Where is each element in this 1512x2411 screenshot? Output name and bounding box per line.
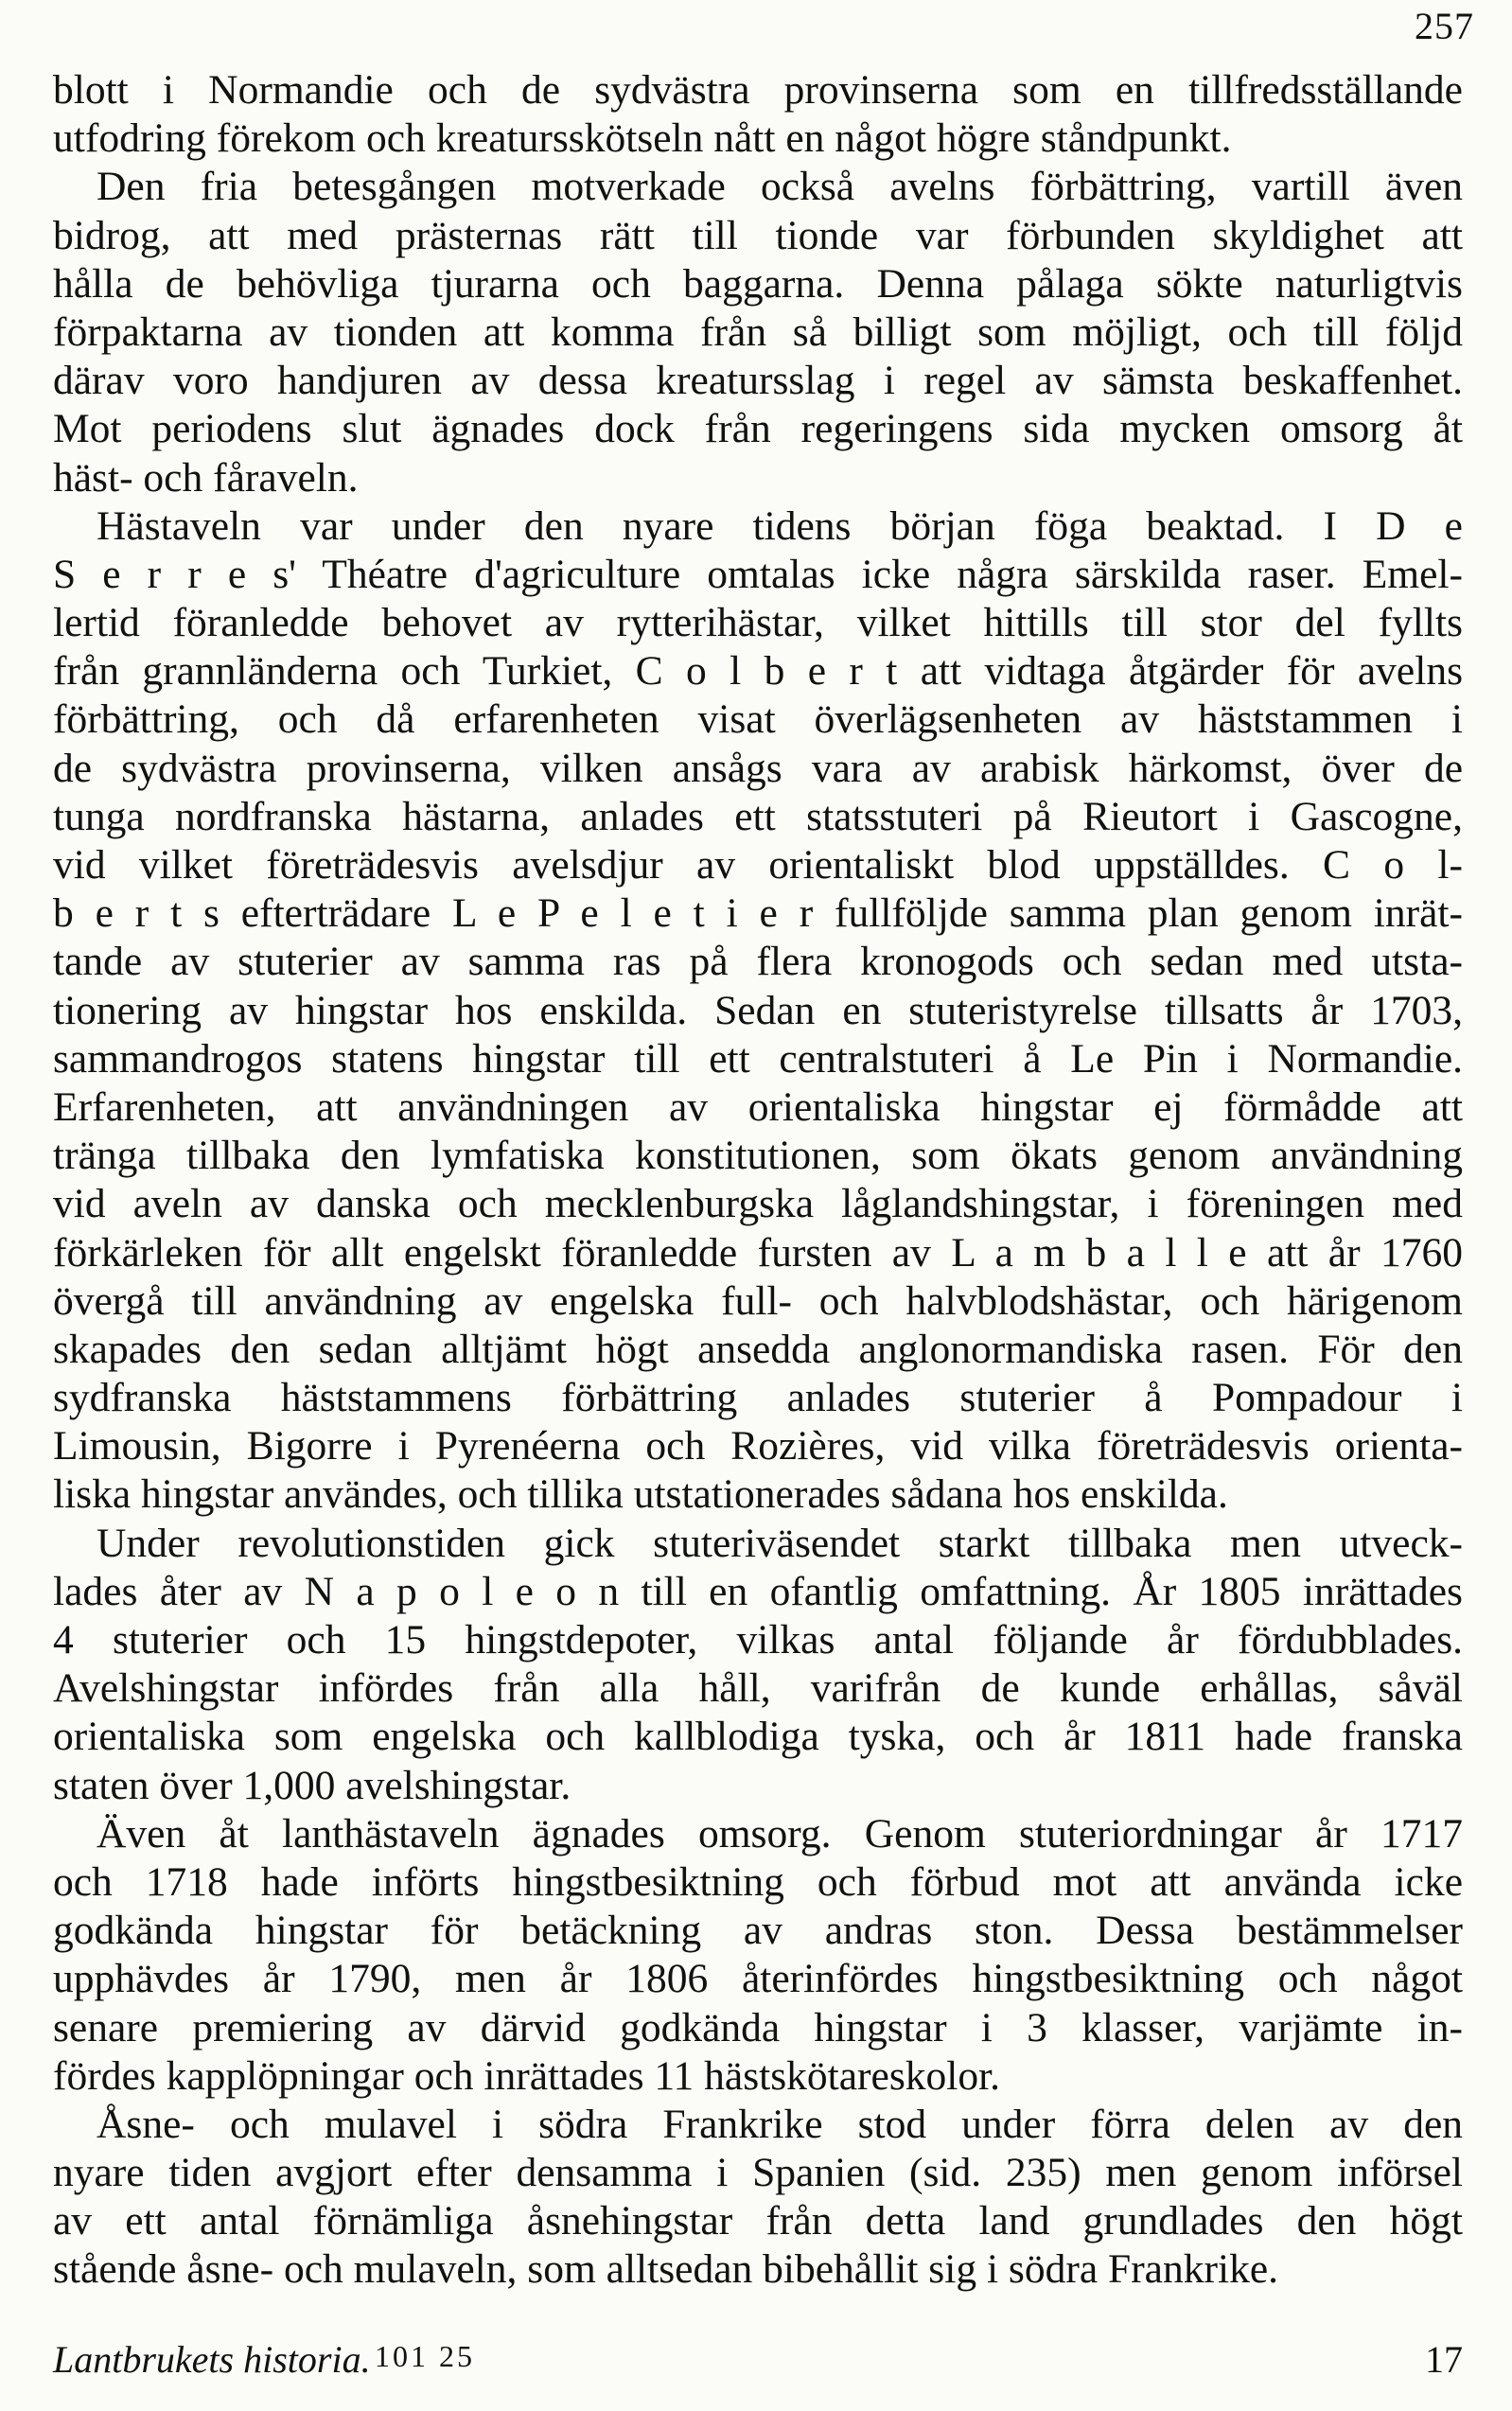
text-line: liska hingstar användes, och tillika utstationerades sådana hos enskilda. (53, 1471, 1228, 1518)
text-line: Limousin, Bigorre i Pyrenéerna och Rozières, vid vilka företrädesvis orienta- (53, 1423, 1463, 1469)
text-line: lertid föranledde behovet av rytterihästar, vilket hittills till stor del fyllts (53, 600, 1463, 646)
text-line: förkärleken för allt engelskt föranledde fursten av L a m b a l l e att år 1760 (53, 1229, 1463, 1276)
text-line: utfodring förekom och kreatursskötseln nått en något högre ståndpunkt. (53, 115, 1232, 162)
text-line: Erfarenheten, att användningen av orientaliska hingstar ej förmådde att (53, 1083, 1463, 1130)
text-line: orientaliska som engelska och kallblodiga tyska, och år 1811 hade franska (53, 1714, 1463, 1760)
page-number: 257 (1415, 5, 1474, 47)
text-line: därav voro handjuren av dessa kreatursslag i regel av sämsta beskaffenhet. (53, 358, 1463, 404)
text-line: övergå till användning av engelska full- och halvblodshästar, och härigenom (53, 1277, 1463, 1324)
text-line: godkända hingstar för betäckning av andras ston. Dessa bestämmelser (53, 1908, 1463, 1954)
text-line: Under revolutionstiden gick stuteriväsendet starkt tillbaka men utveck- (97, 1520, 1463, 1566)
text-line: stående åsne- och mulaveln, som alltsedan bibehållit sig i södra Frankrike. (53, 2246, 1278, 2293)
footer-book-title: Lantbrukets historia. (53, 2338, 371, 2381)
text-line: vid vilket företrädesvis avelsdjur av orientaliskt blod uppställdes. C o l- (53, 842, 1463, 888)
text-line: Även åt lanthästaveln ägnades omsorg. Genom stuteriordningar år 1717 (97, 1810, 1463, 1857)
text-line: de sydvästra provinserna, vilken ansågs vara av arabisk härkomst, över de (53, 745, 1463, 791)
text-line: Åsne- och mulavel i södra Frankrike stod under förra delen av den (97, 2101, 1463, 2147)
text-line: lades åter av N a p o l e o n till en ofantlig omfattning. År 1805 inrättades (53, 1568, 1463, 1614)
footer-sheet-number: 17 (1425, 2338, 1463, 2381)
text-line: häst- och fåraveln. (53, 454, 359, 501)
text-line: Mot periodens slut ägnades dock från regeringens sida mycken omsorg åt (53, 406, 1463, 452)
text-line: vid aveln av danska och mecklenburgska låglandshingstar, i föreningen med (53, 1181, 1463, 1227)
text-line: hålla de behövliga tjurarna och baggarna. Denna pålaga sökte naturligtvis (53, 260, 1463, 307)
text-line: S e r r e s' Théatre d'agriculture omtalas icke några särskilda raser. Emel- (53, 551, 1463, 597)
text-line: fördes kapplöpningar och inrättades 11 hästskötareskolor. (53, 2052, 1001, 2099)
text-line: tunga nordfranska hästarna, anlades ett statsstuteri på Rieutort i Gascogne, (53, 793, 1463, 839)
body-text (53, 66, 1463, 2295)
text-line: tande av stuterier av samma ras på flera kronogods och sedan med utsta- (53, 939, 1463, 985)
text-line: b e r t s efterträdare L e P e l e t i e r fullföljde samma plan genom inrät- (53, 890, 1463, 937)
text-line: staten över 1,000 avelshingstar. (53, 1762, 571, 1808)
text-line: och 1718 hade införts hingstbesiktning och förbud mot att använda icke (53, 1858, 1463, 1905)
text-line: tränga tillbaka den lymfatiska konstitutionen, som ökats genom användning (53, 1133, 1463, 1179)
text-line: från grannländerna och Turkiet, C o l b e r t att vidtaga åtgärder för avelns (53, 648, 1463, 695)
text-line: sydfranska häststammens förbättring anlades stuterier å Pompadour i (53, 1375, 1463, 1421)
text-line: Den fria betesgången motverkade också avelns förbättring, vartill även (97, 164, 1463, 210)
text-line: upphävdes år 1790, men år 1806 återinfördes hingstbesiktning och något (53, 1956, 1463, 2002)
text-line: förpaktarna av tionden att komma från så billigt som möjligt, och till följd (53, 308, 1463, 355)
text-line: blott i Normandie och de sydvästra provinserna som en tillfredsställande (53, 67, 1463, 113)
text-line: av ett antal förnämliga åsnehingstar från detta land grundlades den högt (53, 2198, 1463, 2244)
text-line: nyare tiden avgjort efter densamma i Spanien (sid. 235) men genom införsel (53, 2150, 1463, 2196)
footer-printer-code: 101 25 (375, 2339, 475, 2373)
text-line: senare premiering av därvid godkända hingstar i 3 klasser, varjämte in- (53, 2004, 1463, 2050)
text-line: sammandrogos statens hingstar till ett centralstuteri å Le Pin i Normandie. (53, 1035, 1463, 1082)
text-line: tionering av hingstar hos enskilda. Sedan en stuteristyrelse tillsatts år 1703, (53, 987, 1463, 1033)
text-line: Avelshingstar infördes från alla håll, varifrån de kunde erhållas, såväl (53, 1665, 1463, 1712)
text-line: Hästaveln var under den nyare tidens början föga beaktad. I D e (97, 502, 1463, 549)
text-line: bidrog, att med prästernas rätt till tionde var förbunden skyldighet att (53, 212, 1463, 258)
text-line: 4 stuterier och 15 hingstdepoter, vilkas antal följande år fördubblades. (53, 1617, 1463, 1663)
text-line: skapades den sedan alltjämt högt ansedda anglonormandiska rasen. För den (53, 1326, 1463, 1372)
text-line: förbättring, och då erfarenheten visat överlägsenheten av häststammen i (53, 696, 1463, 743)
page-footer (53, 2337, 1463, 2385)
